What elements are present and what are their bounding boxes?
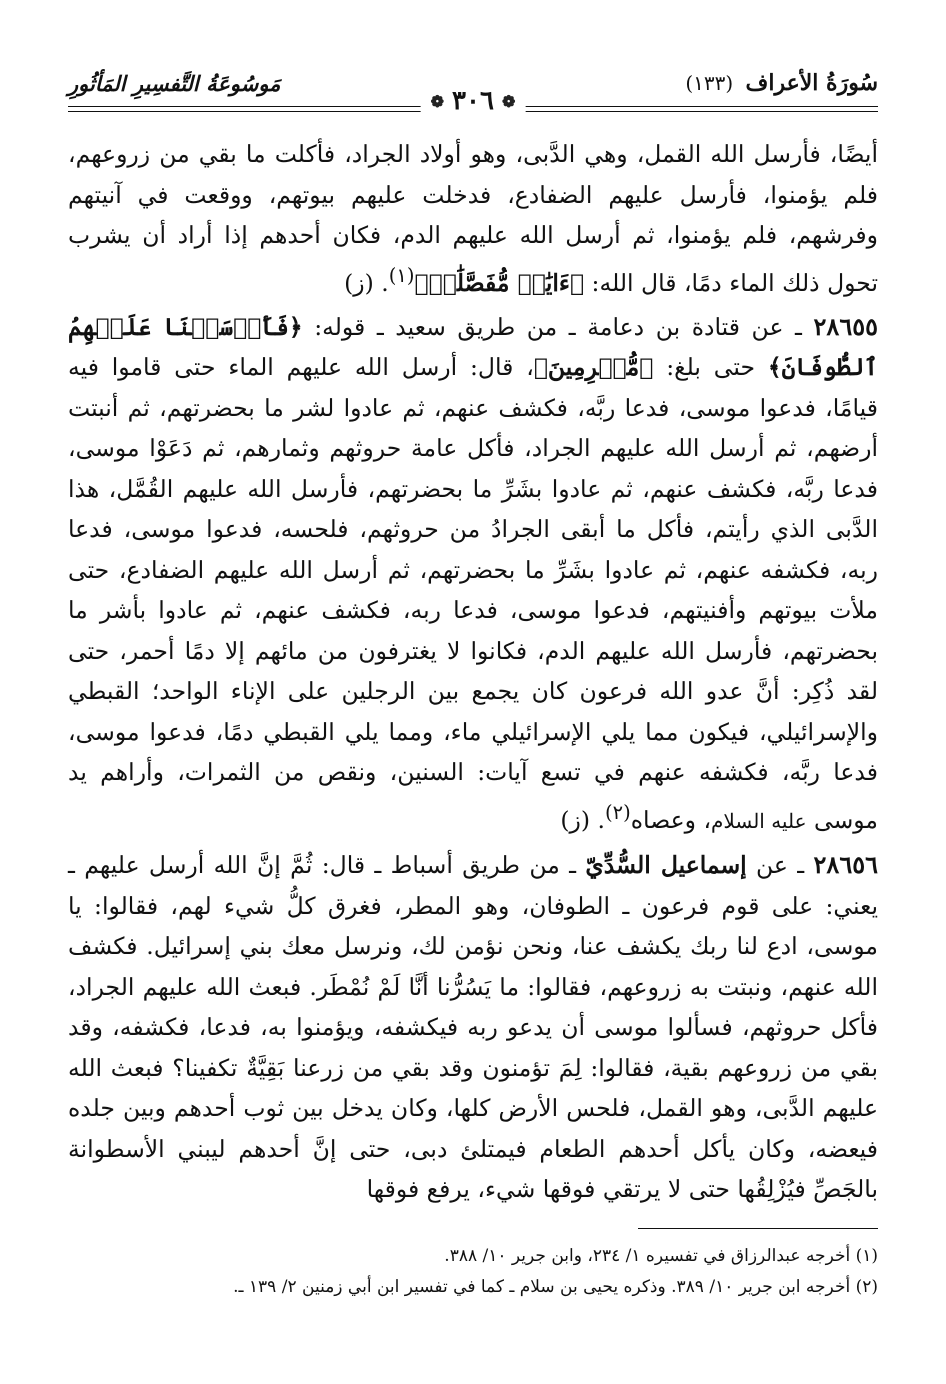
footnotes [68,1241,878,1303]
book-page [68,62,878,1342]
surah-verse-range: (١٣٣) [685,71,734,95]
text-run: أيضًا، فأرسل الله القمل، وهي الدَّبى، وهو أولاد الجراد، فأكلت ما بقي من زروعهم، فلم يؤمنوا، فأرسل عليهم الضفادع، فدخلت عليهم بيوتهم، ووقعت في آنيتهم وفرشهم، فلم يؤمنوا، ثم أرسل الله عليهم الدم، فكان أحدهم إذا أراد أن يشرب تحول ذلك الماء دمًا، قال الله: [68,140,878,297]
text-run: ، وعصاه [630,805,712,834]
narration-number: ٢٨٦٥٦ [813,850,878,880]
page-number-box [421,86,526,116]
ornament-icon: ❁ [430,91,445,111]
narration-number: ٢٨٦٥٥ [813,311,878,341]
quran-quote: ﴿ءَايَٰتٖ مُّفَصَّلَٰتٖ﴾ [414,268,585,297]
main-text [68,134,878,1210]
peace-be-upon-him-glyph: عليه السلام [711,808,807,833]
text-run: . (ز) [560,805,605,834]
narration-28656 [68,845,878,1210]
text-run: ـ عن [746,851,814,880]
book-title: مَوسُوعَةُ التَّفسِيرِ المَأثُورِ [68,70,281,96]
footnote-ref: (١) [388,263,415,287]
quran-quote: ﴿فَأَرۡسَلۡنَا عَلَيۡهِمُ ٱلطُّوفَانَ﴾ [68,312,878,382]
footnote-ref: (٢) [604,800,631,824]
ornament-icon: ❁ [501,91,516,111]
page-number: ٣٠٦ [452,86,494,116]
footnote-divider [638,1228,878,1229]
paragraph-continuation [68,134,878,303]
quran-quote: ﴿مُّجۡرِمِينَ﴾ [533,353,654,382]
text-run: حتى بلغ: [653,353,768,382]
text-run: ـ عن قتادة بن دعامة ـ من طريق سعيد ـ قوله: [302,312,814,341]
text-run: ، قال: أرسل الله عليهم الماء حتى قاموا فيه قيامًا، فدعوا موسى، فدعا ربَّه، فكشف عنهم، ثم عادوا لشر ما بحضرتهم، ثم أنبتت أرضهم، ثم أرسل الله عليهم الجراد، فأكل عامة حروثهم وثمارهم، ثم دَعَوْا موسى، فدعا ربَّه، فكشف عنهم، ثم عادوا بشَرِّ ما بحضرتهم، فأرسل الله عليهم القُمَّل، هذا الدَّبى الذي رأيتم، فأكل ما أبقى الجرادُ من حروثهم، فلحسه، فدعوا موسى، فدعا ربه، فكشفه عنهم، ثم عادوا بشَرِّ ما بحضرتهم، ثم أرسل الله عليهم الضفادع، حتى ملأت بيوتهم وأفنيتهم، فدعوا موسى، فدعا ربه، فكشف عنهم، ثم عادوا بأشر ما بحضرتهم، فأرسل الله عليهم الدم، فكانوا لا يغترفون من مائهم إلا دمًا أحمر، حتى لقد ذُكِر: أنَّ عدو الله فرعون كان يجمع بين الرجلين على الإناء الواحد؛ القبطي والإسرائيلي، فيكون مما يلي الإسرائيلي ماء، ومما يلي القبطي دمًا، فدعوا موسى، فدعا ربَّه، فكشفه عنهم في تسع آيات: السنين، ونقص من الثمرات، وأراهم يد موسى [68,353,878,834]
footnote-1: (١) أخرجه عبدالرزاق في تفسيره ١/ ٢٣٤، وابن جرير ١٠/ ٣٨٨. [444,1245,878,1266]
narrator-name: إسماعيل السُّدِّيّ [585,851,747,880]
narration-28655 [68,307,878,841]
surah-heading [685,70,878,96]
text-run: . (ز) [344,268,389,297]
surah-name: سُورَةُ الأعراف [745,70,878,96]
text-run: ـ من طريق أسباط ـ قال: ثُمَّ إنَّ الله أرسل عليهم ـ يعني: على قوم فرعون ـ الطوفان، وهو المطر، فغرق كلُّ شيء لهم، فقالوا: يا موسى، ادع لنا ربك يكشف عنا، ونحن نؤمن لك، ونرسل معك بني إسرائيل. فكشف الله عنهم، ونبتت به زروعهم، فقالوا: ما يَسُرُّنا أنَّا لَمْ نُمْطَر. فبعث الله عليهم الجراد، فأكل حروثهم، فسألوا موسى أن يدعو ربه فيكشفه، ويؤمنوا به، فدعا، فكشفه، وقد بقي من زروعهم بقية، فقالوا: لِمَ تؤمنون وقد بقي من زرعنا بَقِيَّةٌ تكفينا؟ فبعث الله عليهم الدَّبى، وهو القمل، فلحس الأرض كلها، وكان يدخل بين ثوب أحدهم وبين جلده فيعضه، وكان يأكل أحدهم الطعام فيمتلئ دبى، حتى إنَّ أحدهم ليبني الأسطوانة بالجَصِّ فيُزْلِقُها حتى لا يرتقي فوقها شيء، يرفع فوقها [68,851,878,1204]
footnote-2: (٢) أخرجه ابن جرير ١٠/ ٣٨٩. وذكره يحيى بن سلام ـ كما في تفسير ابن أبي زمنين ٢/ ١٣٩ ـ. [233,1276,878,1297]
